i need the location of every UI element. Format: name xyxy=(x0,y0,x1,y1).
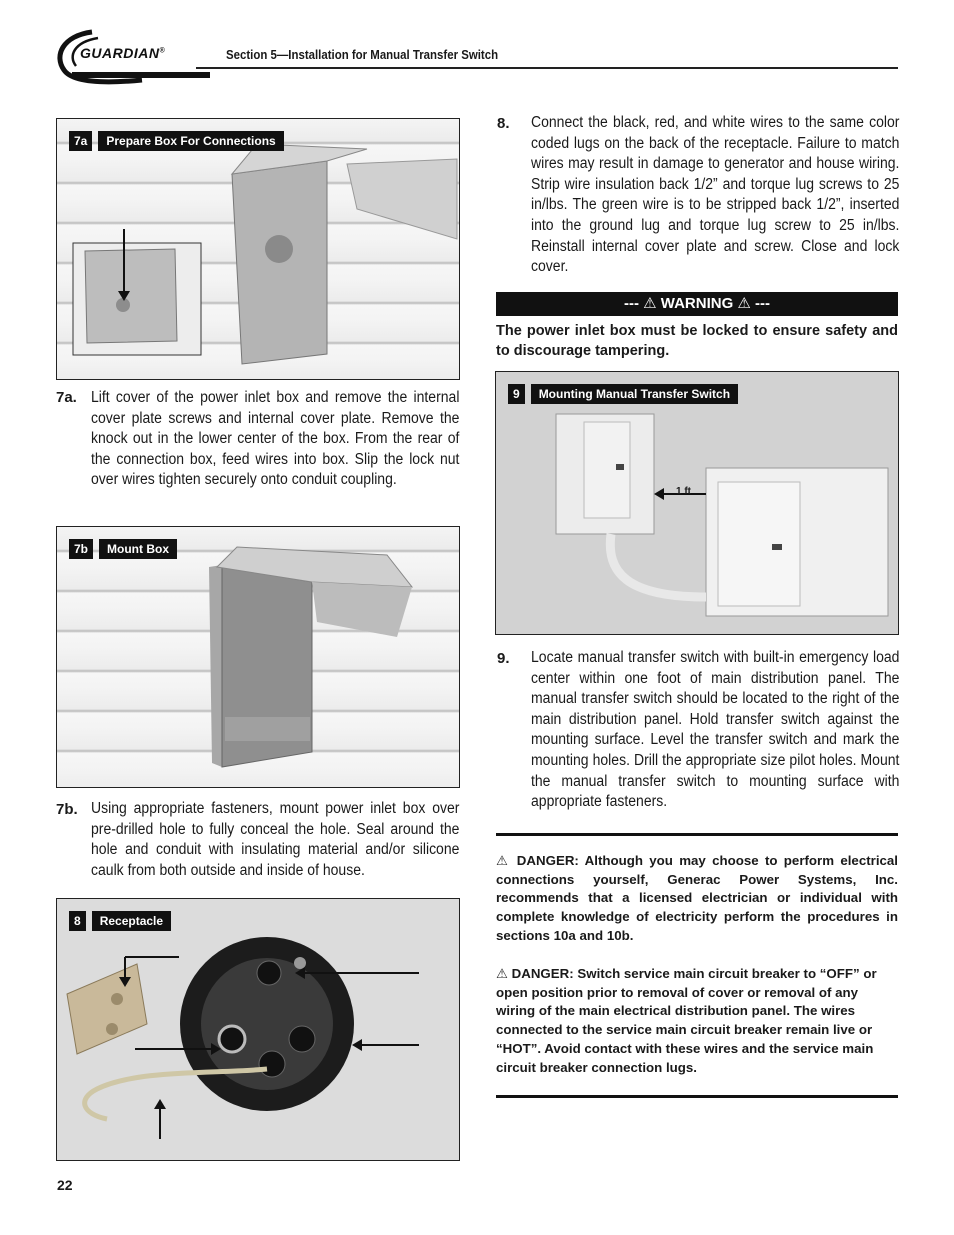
figure-number: 9 xyxy=(508,384,525,404)
figure-number: 7a xyxy=(69,131,92,151)
figure-label xyxy=(508,384,738,404)
step-9-text: Locate manual transfer switch with built-in emergency load center within one foot of main distribution panel. The manual transfer switch should be located to the right of the main distribution panel. Hold transfer switch against the mounting surface. Level the transfer switch and mark the mounting holes. Drill the appropriate size pilot holes. Mount the manual transfer switch to mounting surface with appropriate fasteners. xyxy=(531,649,900,811)
figure-caption: Mount Box xyxy=(99,539,177,559)
danger-notice-1: ⚠ DANGER: Although you may choose to perform electrical connections yourself, Generac Power Systems, Inc. recommends that a licensed electrician or individual with complete knowledge of electricity perform the procedures in sections 10a and 10b. xyxy=(496,853,898,943)
step-7a-text: Lift cover of the power inlet box and remove the internal cover plate screws and internal cover plate. Remove the knock out in the lower center of the box. From the rear of the connection box, feed wires into box. Slip the lock nut over wires tighten securely onto conduit coupling. xyxy=(91,389,460,489)
step-number: 7b. xyxy=(56,801,78,818)
figure-9 xyxy=(495,371,899,635)
section-title: Section 5—Installation for Manual Transfer Switch xyxy=(226,47,499,62)
warning-banner: --- ⚠ WARNING ⚠ --- xyxy=(496,292,898,316)
figure-label xyxy=(69,911,171,931)
one-foot-annotation: 1 ft xyxy=(676,486,691,497)
step-7b-text: Using appropriate fasteners, mount power inlet box over pre-drilled hole to fully conceal the hole. Seal around the hole and conduit with insulating material and/or silicone caulk from both outside and inside of house. xyxy=(91,800,460,879)
step-number: 7a. xyxy=(56,389,77,406)
inlet-box-photo xyxy=(57,119,459,379)
warning-text: The power inlet box must be locked to ensure safety and to discourage tampering. xyxy=(496,323,898,359)
logo-wordmark: GUARDIAN® xyxy=(80,45,166,61)
danger-notice-2: ⚠ DANGER: Switch service main circuit breaker to “OFF” or open position prior to removal of cover or removal of any wiring of the main electrical distribution panel. The wires connected to the service main circuit breaker remain live or “HOT”. Avoid contact with these wires and the service main circuit breaker connection lugs. xyxy=(496,966,877,1075)
figure-label xyxy=(69,539,177,559)
transfer-switch-photo xyxy=(496,372,898,634)
figure-caption: Mounting Manual Transfer Switch xyxy=(531,384,738,404)
step-8-text: Connect the black, red, and white wires to the same color coded lugs on the back of the receptacle. Failure to match wires may result in damage to generator and house wiring. Strip wire insulation back 1/2” and torque lug screws to 25 in/lbs. The green wire is to be stripped back 1/2”, inserted into the ground lug and torque lug screw to 25 in/lbs. Reinstall internal cover plate and screw. Close and lock cover. xyxy=(531,114,900,276)
figure-number: 8 xyxy=(69,911,86,931)
figure-caption: Receptacle xyxy=(92,911,171,931)
header-rule xyxy=(196,67,898,69)
step-number: 9. xyxy=(497,650,510,667)
figure-8 xyxy=(56,898,460,1161)
danger-bottom-rule xyxy=(496,1095,898,1098)
figure-7b xyxy=(56,526,460,788)
receptacle-photo xyxy=(57,899,459,1160)
page-number: 22 xyxy=(57,1177,73,1193)
figure-label xyxy=(69,131,284,151)
step-number: 8. xyxy=(497,115,510,132)
figure-caption: Prepare Box For Connections xyxy=(98,131,283,151)
danger-top-rule xyxy=(496,833,898,836)
figure-number: 7b xyxy=(69,539,93,559)
figure-7a xyxy=(56,118,460,380)
mounted-box-photo xyxy=(57,527,459,787)
